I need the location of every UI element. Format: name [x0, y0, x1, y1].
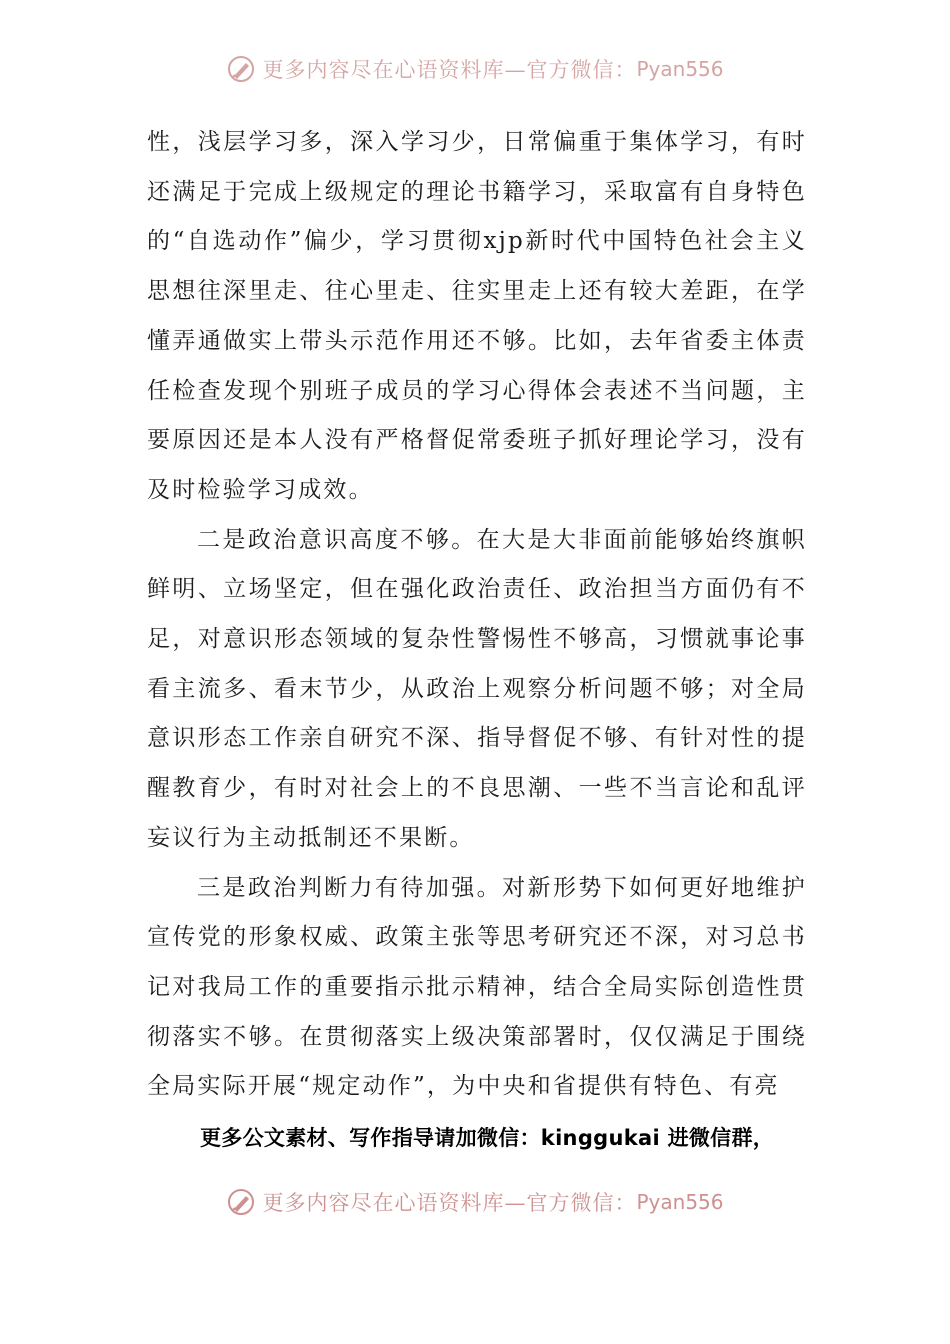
body-paragraph-political-awareness: 二是政治意识高度不够。在大是大非面前能够始终旗帜鲜明、立场坚定，但在强化政治责任、政治担当方面仍有不足，对意识形态领域的复杂性警惕性不够高，习惯就事论事看主流多、看末节少，从政治上观察分析问题不够；对全局意识形态工作亲自研究不深、指导督促不够、有针对性的提醒教育少，有时对社会上的不良思潮、一些不当言论和乱评妄议行为主动抵制还不果断。 [147, 526, 807, 851]
footer-contact-note: 更多公文素材、写作指导请加微信：kinggukai 进微信群， [200, 1126, 775, 1150]
footer-watermark [0, 1182, 950, 1222]
header-watermark [0, 52, 950, 86]
pen-nib-logo-icon [226, 1187, 256, 1217]
header-watermark-handle: Pyan556 [636, 57, 724, 81]
pen-nib-logo-icon [226, 54, 256, 84]
header-watermark-text: 更多内容尽在心语资料库—官方微信： [262, 58, 637, 82]
body-paragraph-political-judgment: 三是政治判断力有待加强。对新形势下如何更好地维护宣传党的形象权威、政策主张等思考研究还不深，对习总书记对我局工作的重要指示批示精神，结合全局实际创造性贯彻落实不够。在贯彻落实上级决策部署时，仅仅满足于围绕全局实际开展“规定动作”，为中央和省提供有特色、有亮 [147, 874, 807, 1100]
footer-watermark-handle: Pyan556 [636, 1190, 724, 1214]
document-body [147, 118, 807, 1112]
body-paragraph-continuation: 性，浅层学习多，深入学习少，日常偏重于集体学习，有时还满足于完成上级规定的理论书籍学习，采取富有自身特色的“自选动作”偏少，学习贯彻xjp新时代中国特色社会主义思想往深里走、往心里走、往实里走上还有较大差距，在学懂弄通做实上带头示范作用还不够。比如，去年省委主体责任检查发现个别班子成员的学习心得体会表述不当问题，主要原因还是本人没有严格督促常委班子抓好理论学习，没有及时检验学习成效。 [147, 129, 807, 503]
footer-watermark-text: 更多内容尽在心语资料库—官方微信： [262, 1191, 637, 1215]
